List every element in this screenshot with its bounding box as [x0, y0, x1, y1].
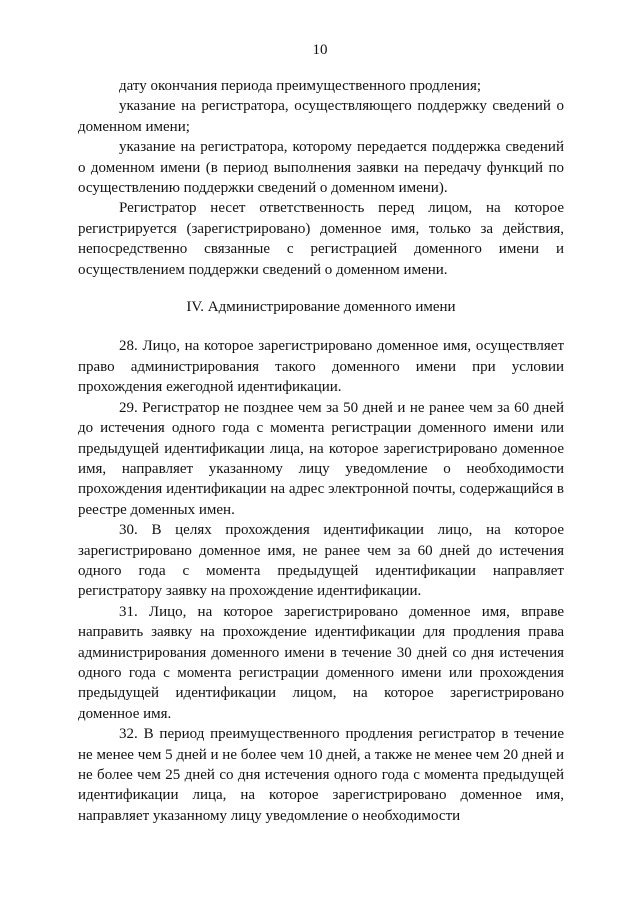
paragraph-receiving-registrar: указание на регистратора, которому передается поддержка сведений о доменном имени (в период выполнения заявки на передачу функций по осуществлению поддержки сведений о доменном имени).: [78, 139, 564, 197]
paragraph-current-registrar: указание на регистратора, осуществляющего поддержку сведений о доменном имени;: [78, 98, 564, 135]
paragraph-32: 32. В период преимущественного продления регистратор в течение не менее чем 5 дней и не более чем 10 дней, а также не менее чем 20 дней и не более чем 25 дней со дня истечения одного года с момента предыдущей идентификации лица, на которое зарегистрировано доменное имя, направляет указанному лицу уведомление о необходимости: [78, 726, 564, 824]
paragraph-end-date: дату окончания периода преимущественного продления;: [119, 78, 482, 94]
paragraph-registrar-responsibility: Регистратор несет ответственность перед лицом, на которое регистрируется (зарегистрировано) доменное имя, только за действия, непосредственно связанные с регистрацией доменного имени и осуществлением поддержки сведений о доменном имени.: [78, 200, 564, 278]
document-body: [78, 76, 564, 826]
paragraph-29: 29. Регистратор не позднее чем за 50 дней и не ранее чем за 60 дней до истечения одного года с момента регистрации доменного имени или предыдущей идентификации лица, на которое зарегистрировано доменное имя, направляет указанному лицу уведомление о необходимости прохождения идентификации на адрес электронной почты, содержащийся в реестре доменных имен.: [78, 399, 564, 518]
page-number: 10: [312, 42, 328, 58]
paragraph-28: 28. Лицо, на которое зарегистрировано доменное имя, осуществляет право администрирования такого доменного имени при условии прохождения ежегодной идентификации.: [78, 338, 564, 396]
section-heading: IV. Администрирование доменного имени: [186, 299, 456, 316]
paragraph-31: 31. Лицо, на которое зарегистрировано доменное имя, вправе направить заявку на прохождение идентификации для продления права администрирования доменного имени в течение 30 дней со дня истечения одного года с момента регистрации доменного имени или прохождения предыдущей идентификации лицом, на которое зарегистрировано доменное имя.: [78, 603, 564, 722]
paragraph-30: 30. В целях прохождения идентификации лицо, на которое зарегистрировано доменное имя, не ранее чем за 60 дней до истечения одного года с момента предыдущей идентификации направляет регистратору заявку на прохождение идентификации.: [78, 522, 564, 600]
